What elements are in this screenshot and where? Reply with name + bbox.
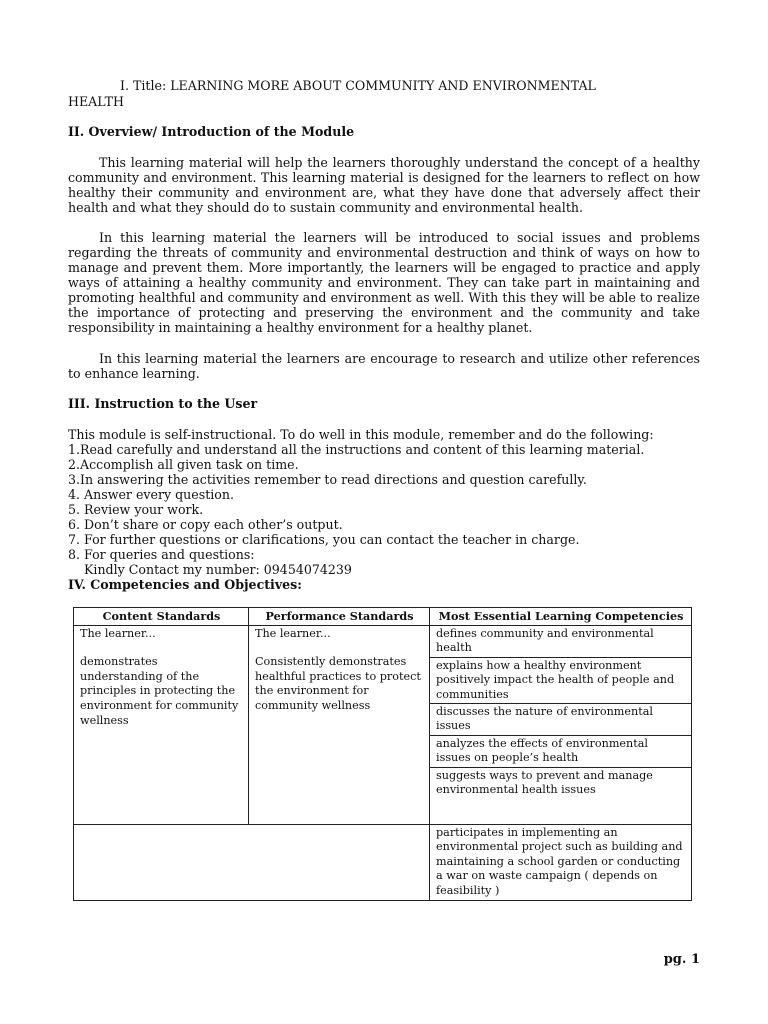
header-content-standards: Content Standards bbox=[74, 608, 249, 626]
content-standard-text: demonstrates understanding of the principles in protecting the environment for community wellness bbox=[80, 655, 239, 727]
instruction-item: 3.In answering the activities remember to read directions and question carefully. bbox=[68, 472, 587, 487]
instruction-item: 8. For queries and questions: bbox=[68, 547, 255, 562]
contact-number-line: Kindly Contact my number: 09454074239 bbox=[68, 562, 352, 577]
instruction-item: 7. For further questions or clarifications, you can contact the teacher in charge. bbox=[68, 532, 580, 547]
instruction-item: 5. Review your work. bbox=[68, 502, 204, 517]
instruction-item: 6. Don’t share or copy each other’s output. bbox=[68, 517, 343, 532]
melc-item: discusses the nature of environmental issues bbox=[430, 703, 691, 735]
instructions-intro: This module is self-instructional. To do well in this module, remember and do the following: bbox=[68, 427, 654, 442]
melc-item: explains how a healthy environment positively impact the health of people and communities bbox=[430, 657, 691, 703]
instruction-item: 2.Accomplish all given task on time. bbox=[68, 457, 299, 472]
header-performance-standards: Performance Standards bbox=[249, 608, 430, 626]
instruction-item: 4. Answer every question. bbox=[68, 487, 234, 502]
overview-paragraph-2: In this learning material the learners will be introduced to social issues and problems regarding the threats of community and environmental destruction and think of ways on how to manage and prevent them. More importantly, the learners will be engaged to practice and apply ways of attaining a healthy community and environment. They can take part in maintaining and promoting healthful and community and environment as well. With this they will be able to realize the importance of protecting and preserving the environment and the community and take responsibility in maintaining a healthy environment for a healthy planet. bbox=[68, 230, 700, 335]
melc-item: analyzes the effects of environmental issues on people’s health bbox=[430, 735, 691, 767]
melc-item: suggests ways to prevent and manage environmental health issues bbox=[430, 767, 691, 823]
performance-standard-cell bbox=[249, 625, 430, 824]
competencies-heading: IV. Competencies and Objectives: bbox=[68, 577, 302, 592]
instruction-item: 1.Read carefully and understand all the instructions and content of this learning material. bbox=[68, 442, 645, 457]
melc-item: defines community and environmental health bbox=[436, 626, 654, 655]
page-number: pg. 1 bbox=[663, 952, 700, 967]
table-row bbox=[74, 824, 692, 900]
table-header-row bbox=[74, 608, 692, 626]
melc-cell bbox=[430, 625, 692, 824]
performance-standard-lead: The learner... bbox=[255, 626, 331, 640]
table-row bbox=[74, 625, 692, 824]
header-melc: Most Essential Learning Competencies bbox=[430, 608, 692, 626]
title-line-2: HEALTH bbox=[68, 94, 124, 109]
content-standard-lead: The learner... bbox=[80, 626, 156, 640]
overview-heading: II. Overview/ Introduction of the Module bbox=[68, 124, 355, 139]
title-line-1: I. Title: LEARNING MORE ABOUT COMMUNITY AND ENVIRONMENTAL bbox=[120, 78, 596, 93]
overview-paragraph-1: This learning material will help the learners thoroughly understand the concept of a healthy community and environment. This learning material is designed for the learners to reflect on how healthy their community and environment are, what they have done that adversely affect their health and what they should do to sustain community and environmental health. bbox=[68, 155, 700, 215]
overview-paragraph-3: In this learning material the learners are encourage to research and utilize other references to enhance learning. bbox=[68, 351, 700, 381]
instructions-heading: III. Instruction to the User bbox=[68, 396, 258, 411]
content-standard-cell bbox=[74, 625, 249, 824]
empty-merged-cell bbox=[74, 824, 430, 900]
performance-standard-text: Consistently demonstrates healthful practices to protect the environment for community wellness bbox=[255, 655, 421, 712]
melc-item-last: participates in implementing an environmental project such as building and maintaining a school garden or conducting a war on waste campaign ( depends on feasibility ) bbox=[430, 824, 692, 900]
competencies-table bbox=[73, 607, 692, 901]
